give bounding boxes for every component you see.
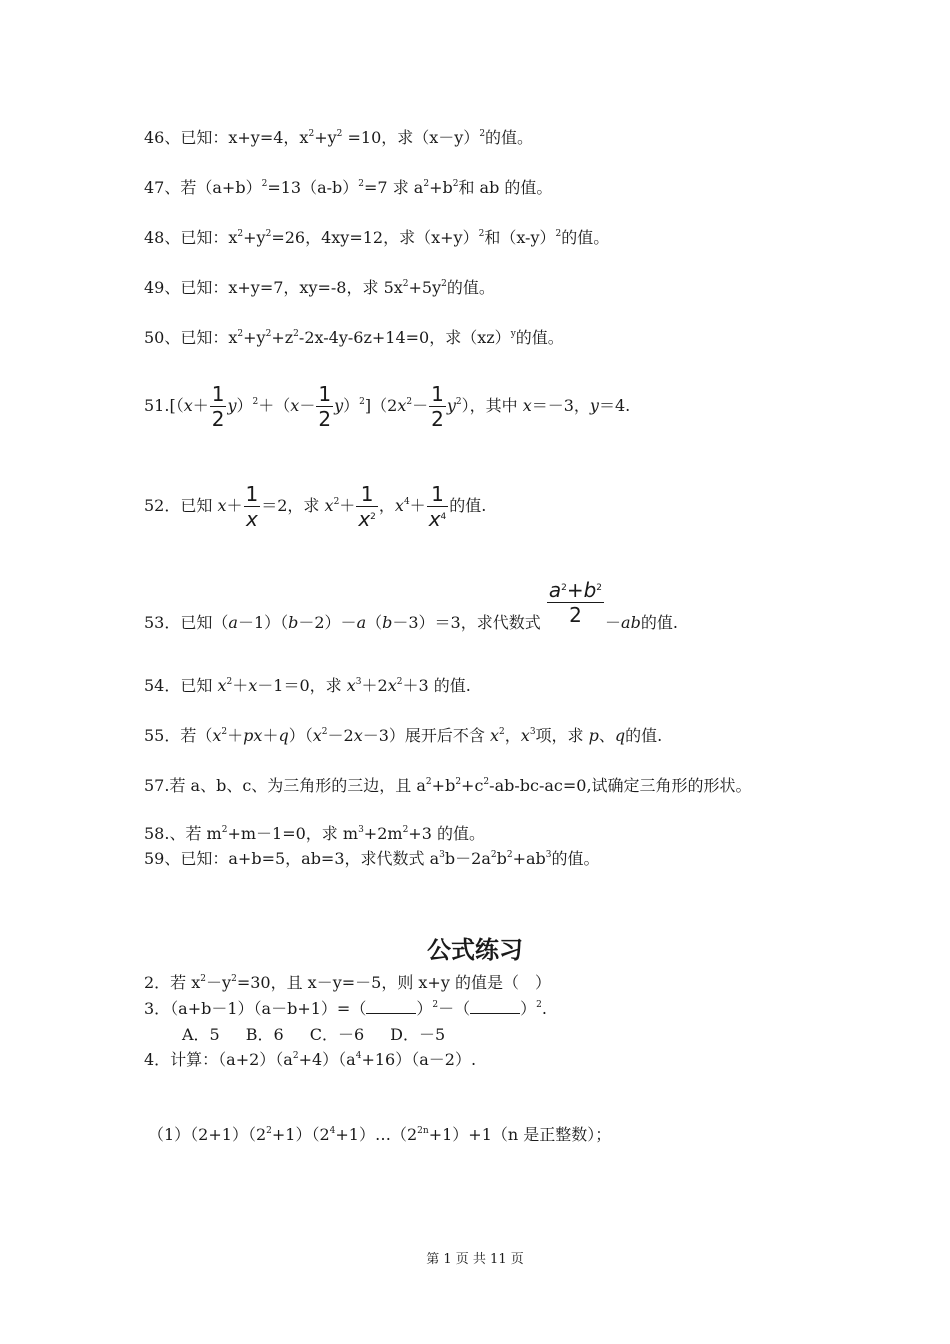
var-y: y [334,396,344,415]
problem-text: ＋ [262,726,279,745]
var-x: x [212,726,222,745]
exponent: 3 [545,850,552,860]
exponent: 3 [529,727,536,737]
problem-number: 59、 [144,849,181,868]
problem-text: 的值。 [446,278,495,297]
problem-number: 47、 [144,178,181,197]
exponent: 4 [329,1126,336,1136]
problem-52 [144,476,486,536]
problem-text: +1）（2 [271,1125,330,1144]
problem-text: +16）（a－2）. [361,1050,477,1069]
exercise-3 [144,999,547,1019]
option-a: A．5 [182,1025,220,1044]
problem-text: +y [243,328,266,347]
problem-number: 58. [144,824,170,843]
problem-text: ＋ [232,676,249,695]
fraction-numerator: 1 [245,482,259,506]
problem-54 [144,676,471,696]
problem-text: 的值. [625,726,663,745]
problem-text: 的值。 [561,228,610,247]
fraction-denominator [427,507,449,531]
problem-49 [144,278,495,298]
problem-text: -2x-4y-6z+14=0，求（xz） [298,328,511,347]
exponent: 2 [455,397,462,407]
problem-53 [144,578,678,653]
exponent: 2 [231,974,237,984]
exponent: 2 [252,397,259,407]
problem-text: －1＝0，求 [257,676,347,695]
problem-text: =7 求 a [364,178,424,197]
exponent: 2 [237,229,244,239]
exponent: 2 [200,974,207,984]
fraction-denominator: 2 [211,407,225,431]
exercise-2 [144,973,551,993]
problem-text: [（ [169,396,184,415]
problem-text: +z [271,328,294,347]
exponent: 2 [266,1126,272,1136]
problem-text: -ab-bc-ac=0,试确定三角形的形状。 [489,776,752,795]
option-b: B．6 [245,1025,284,1044]
problem-text: +2m [363,824,403,843]
fraction-half [316,382,333,431]
exponent: 4 [440,512,447,522]
var-x: x [248,676,258,695]
exponent: 2 [478,229,485,239]
problem-50 [144,328,564,348]
problem-text: ＝4. [598,396,631,415]
problem-text: 已知：a+b=5，ab=3，求代数式 a [180,849,440,868]
problem-51 [144,376,630,436]
problem-text: 、 [598,726,615,745]
var-y: y [589,396,599,415]
exponent: 2 [561,583,567,593]
var-b: b [382,613,393,632]
fraction-denominator [356,507,378,531]
exercise-sub-1 [148,1125,611,1145]
var-x: x [253,726,263,745]
problem-text: －（ [438,999,471,1018]
exponent: 2 [359,397,365,407]
problem-text: ） [236,396,253,415]
exponent: 2 [483,777,490,787]
problem-text: ＋ [339,496,356,515]
problem-text: 若（ [180,726,213,745]
exponent: y [510,329,516,339]
problem-text: 、若 m [169,824,222,843]
exponent: 2 [333,497,340,507]
var-b: b [288,613,299,632]
var-x: x [394,496,404,515]
problem-text: ＋（ [258,396,291,415]
fraction-numerator: 1 [318,382,332,406]
exponent: 2 [237,329,244,339]
problem-text: ） [520,999,537,1018]
problem-text: =13（a-b） [267,178,359,197]
problem-text: 已知：x [180,228,238,247]
var-x: x [428,507,441,531]
var-a: a [548,578,562,602]
problem-text: ＝2，求 [261,496,325,515]
fraction-one-over-x [244,482,261,531]
var-p: p [588,726,599,745]
exponent: 2 [555,229,562,239]
problem-text: +4）（a [298,1050,356,1069]
problem-text: ＝－3， [531,396,590,415]
problem-text: 已知 [180,496,218,515]
var-b: b [583,578,597,602]
exercise-4 [144,1050,476,1070]
problem-text: 已知：x+y=7，xy=-8，求 5x [180,278,403,297]
var-q: q [278,726,289,745]
problem-text: 的值。 [551,849,600,868]
problem-text: ， [378,496,395,515]
problem-text: +c [461,776,484,795]
exponent: 2 [452,179,459,189]
exponent: 2 [321,727,328,737]
fraction-numerator: 1 [211,382,225,406]
problem-text: 已知：x [180,328,238,347]
problem-48 [144,228,609,248]
problem-47 [144,178,552,198]
section-title: 公式练习 [427,936,523,964]
var-ab: ab [621,613,641,632]
fraction-a2b2-over-2 [547,578,604,627]
option-d: D．－5 [390,1025,446,1044]
var-x: x [397,396,407,415]
fraction-one-over-x4 [427,482,449,531]
problem-text: ＋3 的值. [402,676,471,695]
exponent: 2 [308,129,315,139]
var-y: y [227,396,237,415]
problem-text: +y [314,128,337,147]
exponent: 2 [455,777,462,787]
problem-text: － [412,396,429,415]
fraction-denominator [244,507,261,531]
problem-number: 51. [144,396,170,415]
problem-text: －2）－ [298,613,357,632]
exponent: 2 [265,329,272,339]
problem-text: ），其中 [461,396,523,415]
var-x: x [245,507,258,531]
exponent: 2 [402,825,409,835]
problem-text: ＋ [192,396,209,415]
problem-46 [144,128,533,148]
var-x: x [290,396,300,415]
problem-number: 49、 [144,278,181,297]
problem-text: ） [416,999,433,1018]
problem-55 [144,726,662,746]
exponent: 2 [536,1000,542,1010]
problem-text: =30，且 x－y=－5，则 x+y 的值是（ ） [236,973,551,992]
exponent: 3 [355,677,362,687]
problem-text: +m－1=0，求 m [227,824,359,843]
problem-text: 的值. [640,613,678,632]
var-x: x [387,676,397,695]
var-x: x [312,726,322,745]
problem-text: 4．计算：（a+2）（a [144,1050,293,1069]
var-y: y [446,396,456,415]
problem-text: ＋2 [361,676,388,695]
problem-text: 和 ab 的值。 [458,178,553,197]
exponent: 2 [441,279,447,289]
exponent: 2 [221,727,228,737]
problem-text: +5y [408,278,442,297]
var-x: x [520,726,530,745]
exponent: 2 [506,850,513,860]
fraction-numerator: 1 [356,482,378,507]
problem-text: －3）展开后不含 [362,726,490,745]
answer-blank [366,999,416,1014]
problem-text: +1）…（2 [335,1125,418,1144]
var-x: x [358,507,371,531]
exponent: 2 [370,512,376,522]
fraction-denominator: 2 [569,603,582,627]
problem-text: +3 的值。 [408,824,485,843]
problem-text: . [541,999,547,1018]
fraction-half [210,382,227,431]
exponent: 2 [336,129,343,139]
exponent: 2 [406,397,413,407]
exponent: 2 [499,727,505,737]
problem-text: ＋ [227,726,244,745]
exponent: 2 [596,583,603,593]
problem-text: － [605,613,622,632]
var-x: x [353,726,363,745]
fraction-one-over-x2 [356,482,378,531]
exponent: 2 [402,279,409,289]
option-c: C．－6 [309,1025,365,1044]
problem-text: b [496,849,507,868]
problem-text: 项，求 [535,726,589,745]
problem-number: 57. [144,776,170,795]
problem-number: 48、 [144,228,181,247]
problem-text: 已知 [180,676,218,695]
exponent: 2 [396,677,403,687]
exponent: 2 [423,179,430,189]
problem-text: +y [243,228,266,247]
var-x: x [324,496,334,515]
exponent: 2 [292,1051,299,1061]
var-x: x [217,496,227,515]
var-x: x [183,396,193,415]
exponent: 2 [293,329,299,339]
exponent: 2 [432,1000,439,1010]
exponent: 3 [358,825,364,835]
problem-text: （ [366,613,383,632]
problem-number: 46、 [144,128,181,147]
problem-text: （1）（2+1）（2 [148,1125,267,1144]
var-a: a [356,613,367,632]
page-footer: 第 1 页 共 11 页 [426,1252,524,1267]
exponent: 2n [417,1126,429,1136]
exercise-3-options [182,1025,471,1045]
fraction-numerator: 1 [431,382,444,406]
problem-text: 的值。 [485,128,534,147]
var-x: x [217,676,227,695]
fraction-numerator [547,578,604,603]
var-x: x [490,726,500,745]
exponent: 2 [261,179,268,189]
problem-text: +1）+1（n 是正整数）； [428,1125,612,1144]
problem-text: －3）＝3，求代数式 [392,613,546,632]
problem-59 [144,849,600,869]
problem-number: 52． [144,496,181,515]
problem-text: +b [429,178,453,197]
problem-number: 54． [144,676,181,695]
exponent: 2 [226,677,233,687]
problem-text: 2．若 x [144,973,201,992]
problem-text: 3．（a+b－1）（a－b+1）=（ [144,999,367,1018]
exponent: 2 [221,825,228,835]
problem-text: －y [206,973,232,992]
exponent: 4 [355,1051,362,1061]
problem-text: 若 a、b、c、为三角形的三边，且 a [169,776,426,795]
problem-text: 已知：x+y=4，x [180,128,309,147]
problem-text: +b [431,776,456,795]
problem-text: 和（x-y） [484,228,556,247]
var-p: p [243,726,254,745]
problem-text: ） [343,396,360,415]
var-x: x [346,676,356,695]
problem-text: +ab [512,849,546,868]
exponent: 2 [490,850,497,860]
exponent: 2 [479,129,486,139]
problem-number: 50、 [144,328,181,347]
fraction-numerator: 1 [427,482,449,507]
problem-number: 53． [144,613,181,632]
exponent: 4 [403,497,410,507]
fraction-denominator: 2 [431,407,444,431]
problem-text: =10，求（x－y） [342,128,480,147]
exponent: 2 [265,229,272,239]
problem-58 [144,824,485,844]
problem-number: 55． [144,726,181,745]
exponent: 2 [358,179,365,189]
problem-text: ＋ [226,496,243,515]
problem-text: － [299,396,316,415]
problem-57 [144,775,824,797]
problem-text: b－2a [444,849,491,868]
problem-text: ＋ [409,496,426,515]
problem-text: ]（2 [364,396,398,415]
problem-text: 的值。 [515,328,564,347]
exponent: 3 [439,850,445,860]
exponent: 2 [425,777,432,787]
fraction-denominator: 2 [318,407,332,431]
problem-text: 已知（ [180,613,229,632]
problem-text: 若（a+b） [180,178,262,197]
answer-blank [470,999,520,1014]
problem-text: －1）（ [237,613,289,632]
var-q: q [614,726,626,745]
plus-sign: + [566,578,584,602]
var-x: x [522,396,532,415]
var-a: a [228,613,238,632]
fraction-half [429,382,446,431]
problem-text: 的值. [449,496,487,515]
problem-text: ， [504,726,521,745]
problem-text: ）（ [288,726,313,745]
problem-text: =26，4xy=12，求（x+y） [271,228,479,247]
problem-text: －2 [327,726,354,745]
